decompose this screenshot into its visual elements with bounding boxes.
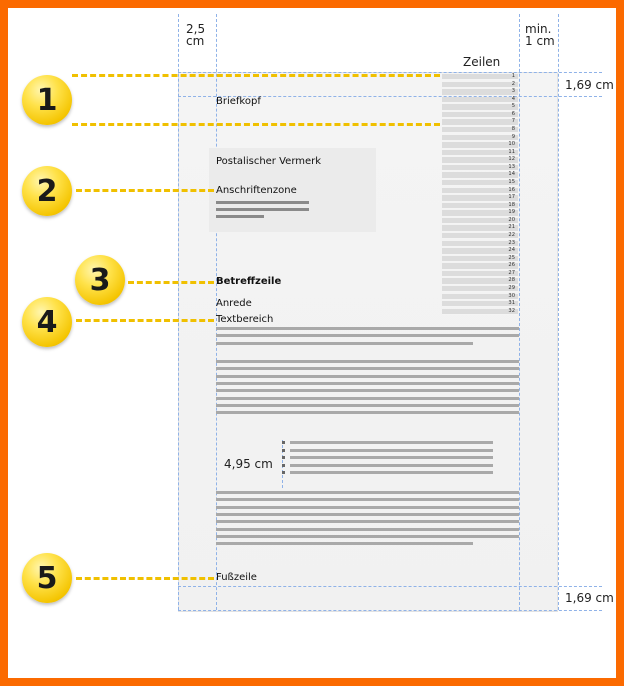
address-line	[216, 201, 309, 204]
line-number: 31	[508, 300, 515, 307]
postal-note-label: Postalischer Vermerk	[216, 156, 322, 167]
text-line	[216, 327, 519, 330]
line-number-row	[442, 233, 518, 239]
line-number: 3	[511, 88, 515, 95]
line-number: 18	[508, 201, 515, 208]
line-number-row	[442, 112, 518, 118]
text-line	[216, 491, 519, 494]
address-line	[216, 215, 264, 218]
line-number-row	[442, 82, 518, 88]
line-number-row	[442, 135, 518, 141]
line-number: 21	[508, 224, 515, 231]
line-number-row	[442, 278, 518, 284]
line-number: 14	[508, 171, 515, 178]
line-number-row	[442, 172, 518, 178]
right-margin-label: min. 1 cm	[525, 22, 555, 48]
address-line	[216, 208, 309, 211]
line-number-row	[442, 119, 518, 125]
text-line	[216, 513, 519, 516]
line-number-row	[442, 271, 518, 277]
text-right-guide	[519, 14, 520, 610]
line-number: 29	[508, 284, 515, 291]
bullet-icon	[282, 449, 285, 452]
line-number: 5	[511, 103, 515, 110]
text-line	[216, 528, 519, 531]
line-number: 20	[508, 216, 515, 223]
text-line	[216, 360, 519, 363]
number-badge-4: 4	[22, 297, 72, 347]
text-area-label: Textbereich	[216, 314, 274, 325]
text-line	[216, 397, 519, 400]
leader-line	[76, 577, 214, 580]
line-number-row	[442, 309, 518, 315]
line-number: 7	[511, 118, 515, 125]
line-number: 16	[508, 186, 515, 193]
text-line	[216, 498, 519, 501]
text-line	[216, 389, 519, 392]
line-number-row	[442, 218, 518, 224]
line-number-row	[442, 127, 518, 133]
indent-label: 4,95 cm	[224, 457, 273, 471]
text-line	[216, 367, 519, 370]
line-number: 9	[511, 133, 515, 140]
line-number-row	[442, 301, 518, 307]
line-number: 15	[508, 178, 515, 185]
number-badge-2: 2	[22, 166, 72, 216]
left-margin-label: 2,5 cm	[186, 22, 206, 48]
text-line	[216, 535, 519, 538]
line-number: 32	[508, 307, 515, 314]
line-number-row	[442, 180, 518, 186]
line-number-row	[442, 286, 518, 292]
text-line	[216, 334, 519, 337]
line-number-row	[442, 210, 518, 216]
salutation-label: Anrede	[216, 298, 252, 309]
line-number: 17	[508, 194, 515, 201]
line-number: 30	[508, 292, 515, 299]
number-badge-1: 1	[22, 75, 72, 125]
text-line	[216, 411, 519, 414]
bottom-margin-guide	[178, 586, 602, 587]
address-zone-label: Anschriftenzone	[216, 185, 297, 196]
line-number-row	[442, 294, 518, 300]
bullet-icon	[282, 471, 285, 474]
bullet-text-line	[290, 456, 493, 459]
line-number: 22	[508, 231, 515, 238]
line-number-row	[442, 165, 518, 171]
leader-line	[76, 319, 214, 322]
line-number-row	[442, 241, 518, 247]
bullet-text-line	[290, 449, 493, 452]
line-number-row	[442, 256, 518, 262]
bottom-margin-label: 1,69 cm	[565, 591, 614, 605]
line-number: 4	[511, 95, 515, 102]
number-badge-3: 3	[75, 255, 125, 305]
line-number-row	[442, 157, 518, 163]
briefkopf-label: Briefkopf	[216, 96, 261, 107]
line-number-row	[442, 89, 518, 95]
line-number: 28	[508, 277, 515, 284]
line-number: 1	[511, 73, 515, 79]
leader-line	[72, 123, 440, 126]
line-number: 25	[508, 254, 515, 261]
bullet-icon	[282, 464, 285, 467]
number-badge-5: 5	[22, 553, 72, 603]
bullet-text-line	[290, 441, 493, 444]
bullet-icon	[282, 441, 285, 444]
text-line	[216, 506, 519, 509]
left-margin-guide	[178, 14, 179, 610]
line-number-row	[442, 263, 518, 269]
leader-line	[128, 281, 214, 284]
line-number-row	[442, 225, 518, 231]
line-number: 26	[508, 262, 515, 269]
bullet-text-line	[290, 464, 493, 467]
text-line	[216, 520, 519, 523]
line-number: 19	[508, 209, 515, 216]
text-line	[216, 375, 519, 378]
line-number: 27	[508, 269, 515, 276]
text-line	[216, 542, 473, 545]
line-number-row	[442, 203, 518, 209]
text-line	[216, 404, 519, 407]
line-number-row	[442, 188, 518, 194]
line-number-row	[442, 150, 518, 156]
leader-line	[76, 189, 214, 192]
line-number: 10	[508, 141, 515, 148]
line-number: 23	[508, 239, 515, 246]
line-number: 11	[508, 148, 515, 155]
lines-header: Zeilen	[463, 55, 501, 69]
text-line	[216, 382, 519, 385]
line-number-row	[442, 142, 518, 148]
leader-line	[72, 74, 440, 77]
line-number: 8	[511, 125, 515, 132]
top-margin-label: 1,69 cm	[565, 78, 614, 92]
line-number-row	[442, 195, 518, 201]
line-number-row	[442, 248, 518, 254]
line-number: 13	[508, 163, 515, 170]
text-line	[216, 342, 473, 345]
bottom-edge-guide	[178, 610, 602, 611]
page-right-guide	[558, 14, 559, 610]
line-number-row	[442, 74, 518, 80]
line-number-row	[442, 104, 518, 110]
bullet-icon	[282, 456, 285, 459]
subject-line-label: Betreffzeile	[216, 276, 282, 287]
footer-label: Fußzeile	[216, 572, 257, 583]
line-number: 24	[508, 247, 515, 254]
top-edge-guide	[178, 72, 602, 73]
line-number: 12	[508, 156, 515, 163]
line-number: 6	[511, 110, 515, 117]
bullet-text-line	[290, 471, 493, 474]
line-number: 2	[511, 80, 515, 87]
line-number-row	[442, 97, 518, 103]
